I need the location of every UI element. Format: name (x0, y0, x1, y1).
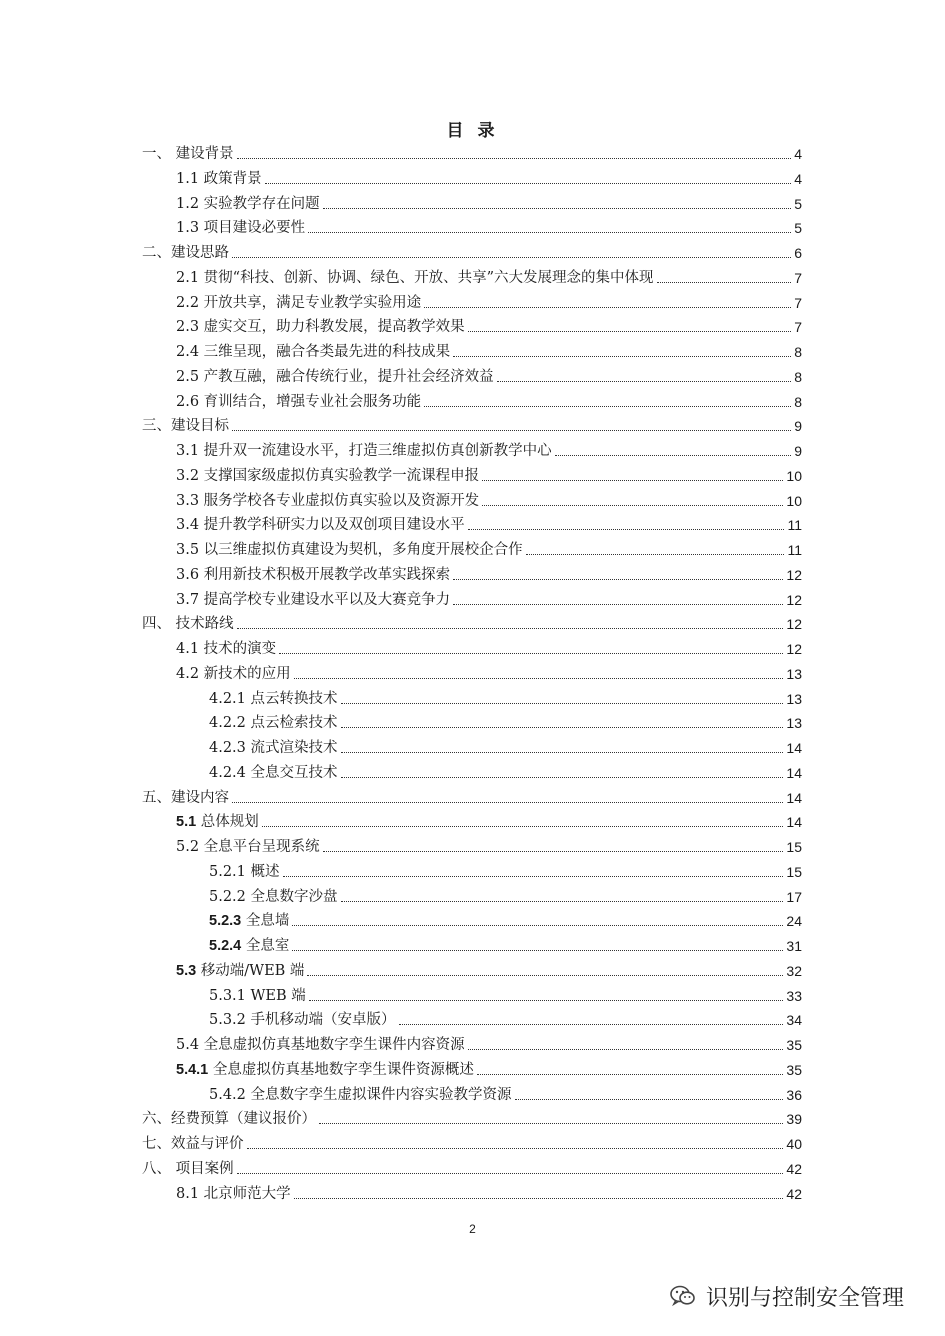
toc-entry[interactable] (176, 487, 802, 511)
toc-leader-dots (468, 1049, 784, 1050)
toc-entry-label: 4.1 技术的演变 (176, 641, 277, 657)
toc-entry-label: 4.2.2 点云检索技术 (209, 715, 338, 732)
toc-entry-page: 14 (786, 764, 802, 781)
toc-leader-dots (341, 752, 784, 753)
toc-entry-page: 12 (786, 566, 802, 583)
toc-leader-dots (237, 1173, 784, 1174)
toc-leader-dots (453, 604, 783, 605)
toc-entry-label: 5.1 总体规划 (176, 814, 259, 831)
toc-entry-page: 7 (794, 294, 802, 311)
toc-entry-page: 12 (786, 616, 802, 633)
toc-entry[interactable] (142, 239, 802, 263)
toc-entry[interactable] (209, 759, 802, 783)
toc-leader-dots (265, 183, 792, 184)
toc-entry[interactable] (176, 1180, 802, 1204)
toc-entry-label: 2.2 开放共享，满足专业教学实验用途 (176, 294, 422, 311)
toc-entry[interactable] (176, 1031, 802, 1055)
toc-entry-label: 1.3 项目建设必要性 (176, 220, 306, 237)
toc-entry[interactable] (176, 264, 802, 288)
page-number: 2 (469, 1222, 476, 1236)
toc-entry-label: 8.1 北京师范大学 (176, 1185, 291, 1202)
toc-entry[interactable] (209, 1006, 802, 1030)
toc-entry-label: 3.6 利用新技术积极开展教学改革实践探索 (176, 566, 451, 583)
toc-entry[interactable] (176, 561, 802, 585)
wechat-icon (668, 1281, 698, 1311)
toc-leader-dots (424, 406, 791, 407)
toc-entry-label: 5.2.3 全息墙 (209, 913, 290, 930)
toc-entry[interactable] (176, 1056, 802, 1080)
toc-entry-label: 5.2.4 全息室 (209, 938, 290, 954)
toc-entry[interactable] (209, 1081, 802, 1105)
toc-leader-dots (399, 1024, 784, 1025)
toc-entry-page: 15 (786, 839, 802, 855)
toc-entry[interactable] (176, 388, 802, 412)
toc-leader-dots (341, 727, 784, 728)
toc-entry-page: 35 (786, 1037, 802, 1053)
toc-entry-page: 10 (786, 492, 802, 509)
toc-entry-label: 3.5 以三维虚拟仿真建设为契机，多角度开展校企合作 (176, 542, 523, 558)
toc-entry-label: 5.2.1 概述 (209, 863, 280, 880)
toc-entry-page: 15 (786, 863, 802, 880)
toc-entry-page: 14 (786, 789, 802, 806)
toc-leader-dots (424, 307, 791, 308)
toc-entry[interactable] (176, 190, 802, 214)
toc-leader-dots (497, 381, 792, 382)
toc-entry-page: 42 (786, 1185, 802, 1202)
toc-entry-label: 四、 技术路线 (142, 616, 234, 633)
toc-entry-page: 9 (794, 443, 802, 459)
toc-entry-page: 13 (786, 690, 802, 707)
toc-entry-page: 4 (794, 146, 802, 162)
toc-entry[interactable] (176, 586, 802, 610)
toc-entry[interactable] (176, 338, 802, 362)
toc-entry-page: 7 (794, 319, 802, 336)
toc-entry[interactable] (176, 363, 802, 387)
toc-entry-label: 4.2.4 全息交互技术 (209, 764, 338, 781)
toc-entry[interactable] (209, 907, 802, 931)
toc-entry-page: 6 (794, 245, 802, 261)
toc-entry-page: 13 (786, 715, 802, 732)
toc-entry-page: 8 (794, 368, 802, 385)
toc-entry-page: 8 (794, 344, 802, 360)
toc-leader-dots (477, 1074, 784, 1075)
toc-entry-label: 1.1 政策背景 (176, 170, 262, 187)
toc-entry-label: 5.4.1 全息虚拟仿真基地数字孪生课件资源概述 (176, 1061, 474, 1078)
toc-entry[interactable] (176, 808, 802, 832)
toc-entry[interactable] (176, 313, 802, 337)
toc-entry[interactable] (176, 660, 802, 684)
toc-entry-page: 42 (786, 1160, 802, 1177)
toc-leader-dots (341, 703, 784, 704)
toc-leader-dots (262, 826, 784, 827)
toc-entry-label: 2.1 贯彻“科技、创新、协调、绿色、开放、共享”六大发展理念的集中体现 (176, 269, 654, 286)
toc-entry[interactable] (176, 511, 802, 535)
toc-entry-label: 5.2.2 全息数字沙盘 (209, 888, 338, 905)
toc-entry[interactable] (209, 858, 802, 882)
toc-leader-dots (247, 1148, 784, 1149)
toc-entry-label: 4.2.1 点云转换技术 (209, 690, 338, 707)
toc-entry-label: 八、 项目案例 (142, 1160, 234, 1177)
toc-entry[interactable] (176, 957, 802, 981)
toc-title: 目 录 (446, 121, 499, 141)
toc-leader-dots (515, 1099, 784, 1100)
toc-leader-dots (232, 430, 791, 431)
toc-leader-dots (468, 529, 785, 530)
toc-entry-label: 三、建设目标 (142, 418, 229, 435)
toc-entry[interactable] (176, 289, 802, 313)
toc-entry-page: 36 (786, 1086, 802, 1103)
watermark (668, 1278, 904, 1314)
toc-entry[interactable] (176, 214, 802, 238)
toc-entry-page: 7 (794, 269, 802, 286)
toc-entry-page: 8 (794, 393, 802, 410)
toc-entry-label: 2.4 三维呈现，融合各类最先进的科技成果 (176, 344, 451, 360)
toc-entry-page: 17 (786, 888, 802, 905)
toc-leader-dots (341, 901, 784, 902)
toc-leader-dots (283, 876, 784, 877)
toc-entry-label: 5.2 全息平台呈现系统 (176, 839, 320, 855)
toc-leader-dots (482, 505, 783, 506)
toc-entry-label: 2.6 育训结合，增强专业社会服务功能 (176, 393, 422, 410)
toc-entry-page: 34 (786, 1012, 802, 1029)
toc-entry-page: 5 (794, 195, 802, 212)
toc-entry[interactable] (176, 462, 802, 486)
toc-entry[interactable] (209, 685, 802, 709)
toc-leader-dots (279, 653, 783, 654)
toc-entry-page: 12 (786, 591, 802, 608)
toc-leader-dots (453, 356, 791, 357)
toc-leader-dots (308, 232, 791, 233)
toc-entry[interactable] (176, 635, 802, 659)
toc-entry-label: 六、经费预算（建议报价） (142, 1111, 316, 1128)
toc-leader-dots (237, 158, 792, 159)
toc-entry-label: 五、建设内容 (142, 789, 229, 806)
toc-leader-dots (232, 802, 783, 803)
toc-entry-page: 14 (786, 740, 802, 756)
toc-entry-page: 24 (786, 913, 802, 930)
toc-entry-label: 5.3 移动端/WEB 端 (176, 962, 305, 979)
toc-entry-label: 3.7 提高学校专业建设水平以及大赛竞争力 (176, 591, 451, 608)
toc-entry-label: 3.1 提升双一流建设水平，打造三维虚拟仿真创新教学中心 (176, 443, 552, 459)
toc-leader-dots (319, 1123, 783, 1124)
toc-entry-page: 9 (794, 418, 802, 435)
toc-entry-label: 3.4 提升教学科研实力以及双创项目建设水平 (176, 517, 465, 534)
toc-entry[interactable] (142, 1155, 802, 1179)
toc-entry-page: 39 (786, 1111, 802, 1128)
toc-leader-dots (232, 257, 791, 258)
toc-entry[interactable] (142, 1105, 802, 1129)
toc-entry-label: 2.5 产教互融，融合传统行业，提升社会经济效益 (176, 368, 494, 385)
toc-leader-dots (468, 331, 792, 332)
toc-entry-page: 13 (786, 665, 802, 682)
toc-leader-dots (294, 678, 784, 679)
toc-entry[interactable] (142, 784, 802, 808)
toc-leader-dots (323, 851, 784, 852)
toc-leader-dots (453, 579, 783, 580)
toc-entry-page: 11 (787, 542, 802, 558)
toc-leader-dots (307, 975, 783, 976)
toc-entry[interactable] (209, 709, 802, 733)
toc-leader-dots (555, 455, 792, 456)
toc-entry-label: 七、效益与评价 (142, 1136, 244, 1152)
toc-entry[interactable] (176, 165, 802, 189)
toc-entry[interactable] (142, 1130, 802, 1154)
toc-entry-label: 二、建设思路 (142, 245, 229, 261)
toc-entry-page: 33 (786, 987, 802, 1004)
toc-entry-page: 10 (786, 467, 802, 484)
toc-entry-label: 5.3.2 手机移动端（安卓版） (209, 1012, 396, 1029)
toc-entry-label: 3.2 支撑国家级虚拟仿真实验教学一流课程申报 (176, 467, 480, 484)
watermark-text: 识别与控制安全管理 (706, 1285, 905, 1311)
toc-entry-page: 35 (786, 1061, 802, 1078)
toc-entry[interactable] (209, 734, 802, 758)
toc-leader-dots (309, 1000, 784, 1001)
toc-entry-label: 5.4.2 全息数字孪生虚拟课件内容实验教学资源 (209, 1086, 512, 1103)
toc-entry-page: 4 (794, 170, 802, 187)
toc-entry[interactable] (176, 437, 802, 461)
toc-entry[interactable] (209, 883, 802, 907)
toc-entry-page: 14 (786, 814, 802, 831)
toc-entry[interactable] (176, 536, 802, 560)
toc-leader-dots (294, 1198, 784, 1199)
toc-entry[interactable] (209, 982, 802, 1006)
toc-entry-label: 一、 建设背景 (142, 146, 234, 162)
toc-entry-page: 32 (786, 962, 802, 979)
toc-leader-dots (341, 777, 784, 778)
toc-entry[interactable] (209, 932, 802, 956)
toc-entry-label: 5.3.1 WEB 端 (209, 987, 306, 1004)
toc-entry[interactable] (142, 140, 802, 164)
toc-entry-label: 4.2 新技术的应用 (176, 665, 291, 682)
toc-entry-page: 11 (787, 517, 802, 534)
toc-entry-page: 12 (786, 641, 802, 657)
toc-leader-dots (292, 950, 783, 951)
toc-entry-page: 40 (786, 1136, 802, 1152)
toc-entry-label: 2.3 虚实交互，助力科教发展，提高教学效果 (176, 319, 465, 336)
toc-entry-label: 3.3 服务学校各专业虚拟仿真实验以及资源开发 (176, 492, 480, 509)
toc-entry-page: 31 (786, 938, 802, 954)
toc-leader-dots (292, 925, 783, 926)
toc-leader-dots (657, 282, 792, 283)
toc-leader-dots (482, 480, 783, 481)
toc-entry[interactable] (176, 833, 802, 857)
toc-leader-dots (237, 628, 784, 629)
toc-entry-page: 5 (794, 220, 802, 237)
toc-leader-dots (323, 208, 792, 209)
toc-entry[interactable] (142, 412, 802, 436)
toc-entry-label: 5.4 全息虚拟仿真基地数字孪生课件内容资源 (176, 1037, 465, 1053)
toc-entry[interactable] (142, 610, 802, 634)
toc-entry-label: 1.2 实验教学存在问题 (176, 195, 320, 212)
toc-leader-dots (526, 554, 785, 555)
toc-entry-label: 4.2.3 流式渲染技术 (209, 740, 338, 756)
